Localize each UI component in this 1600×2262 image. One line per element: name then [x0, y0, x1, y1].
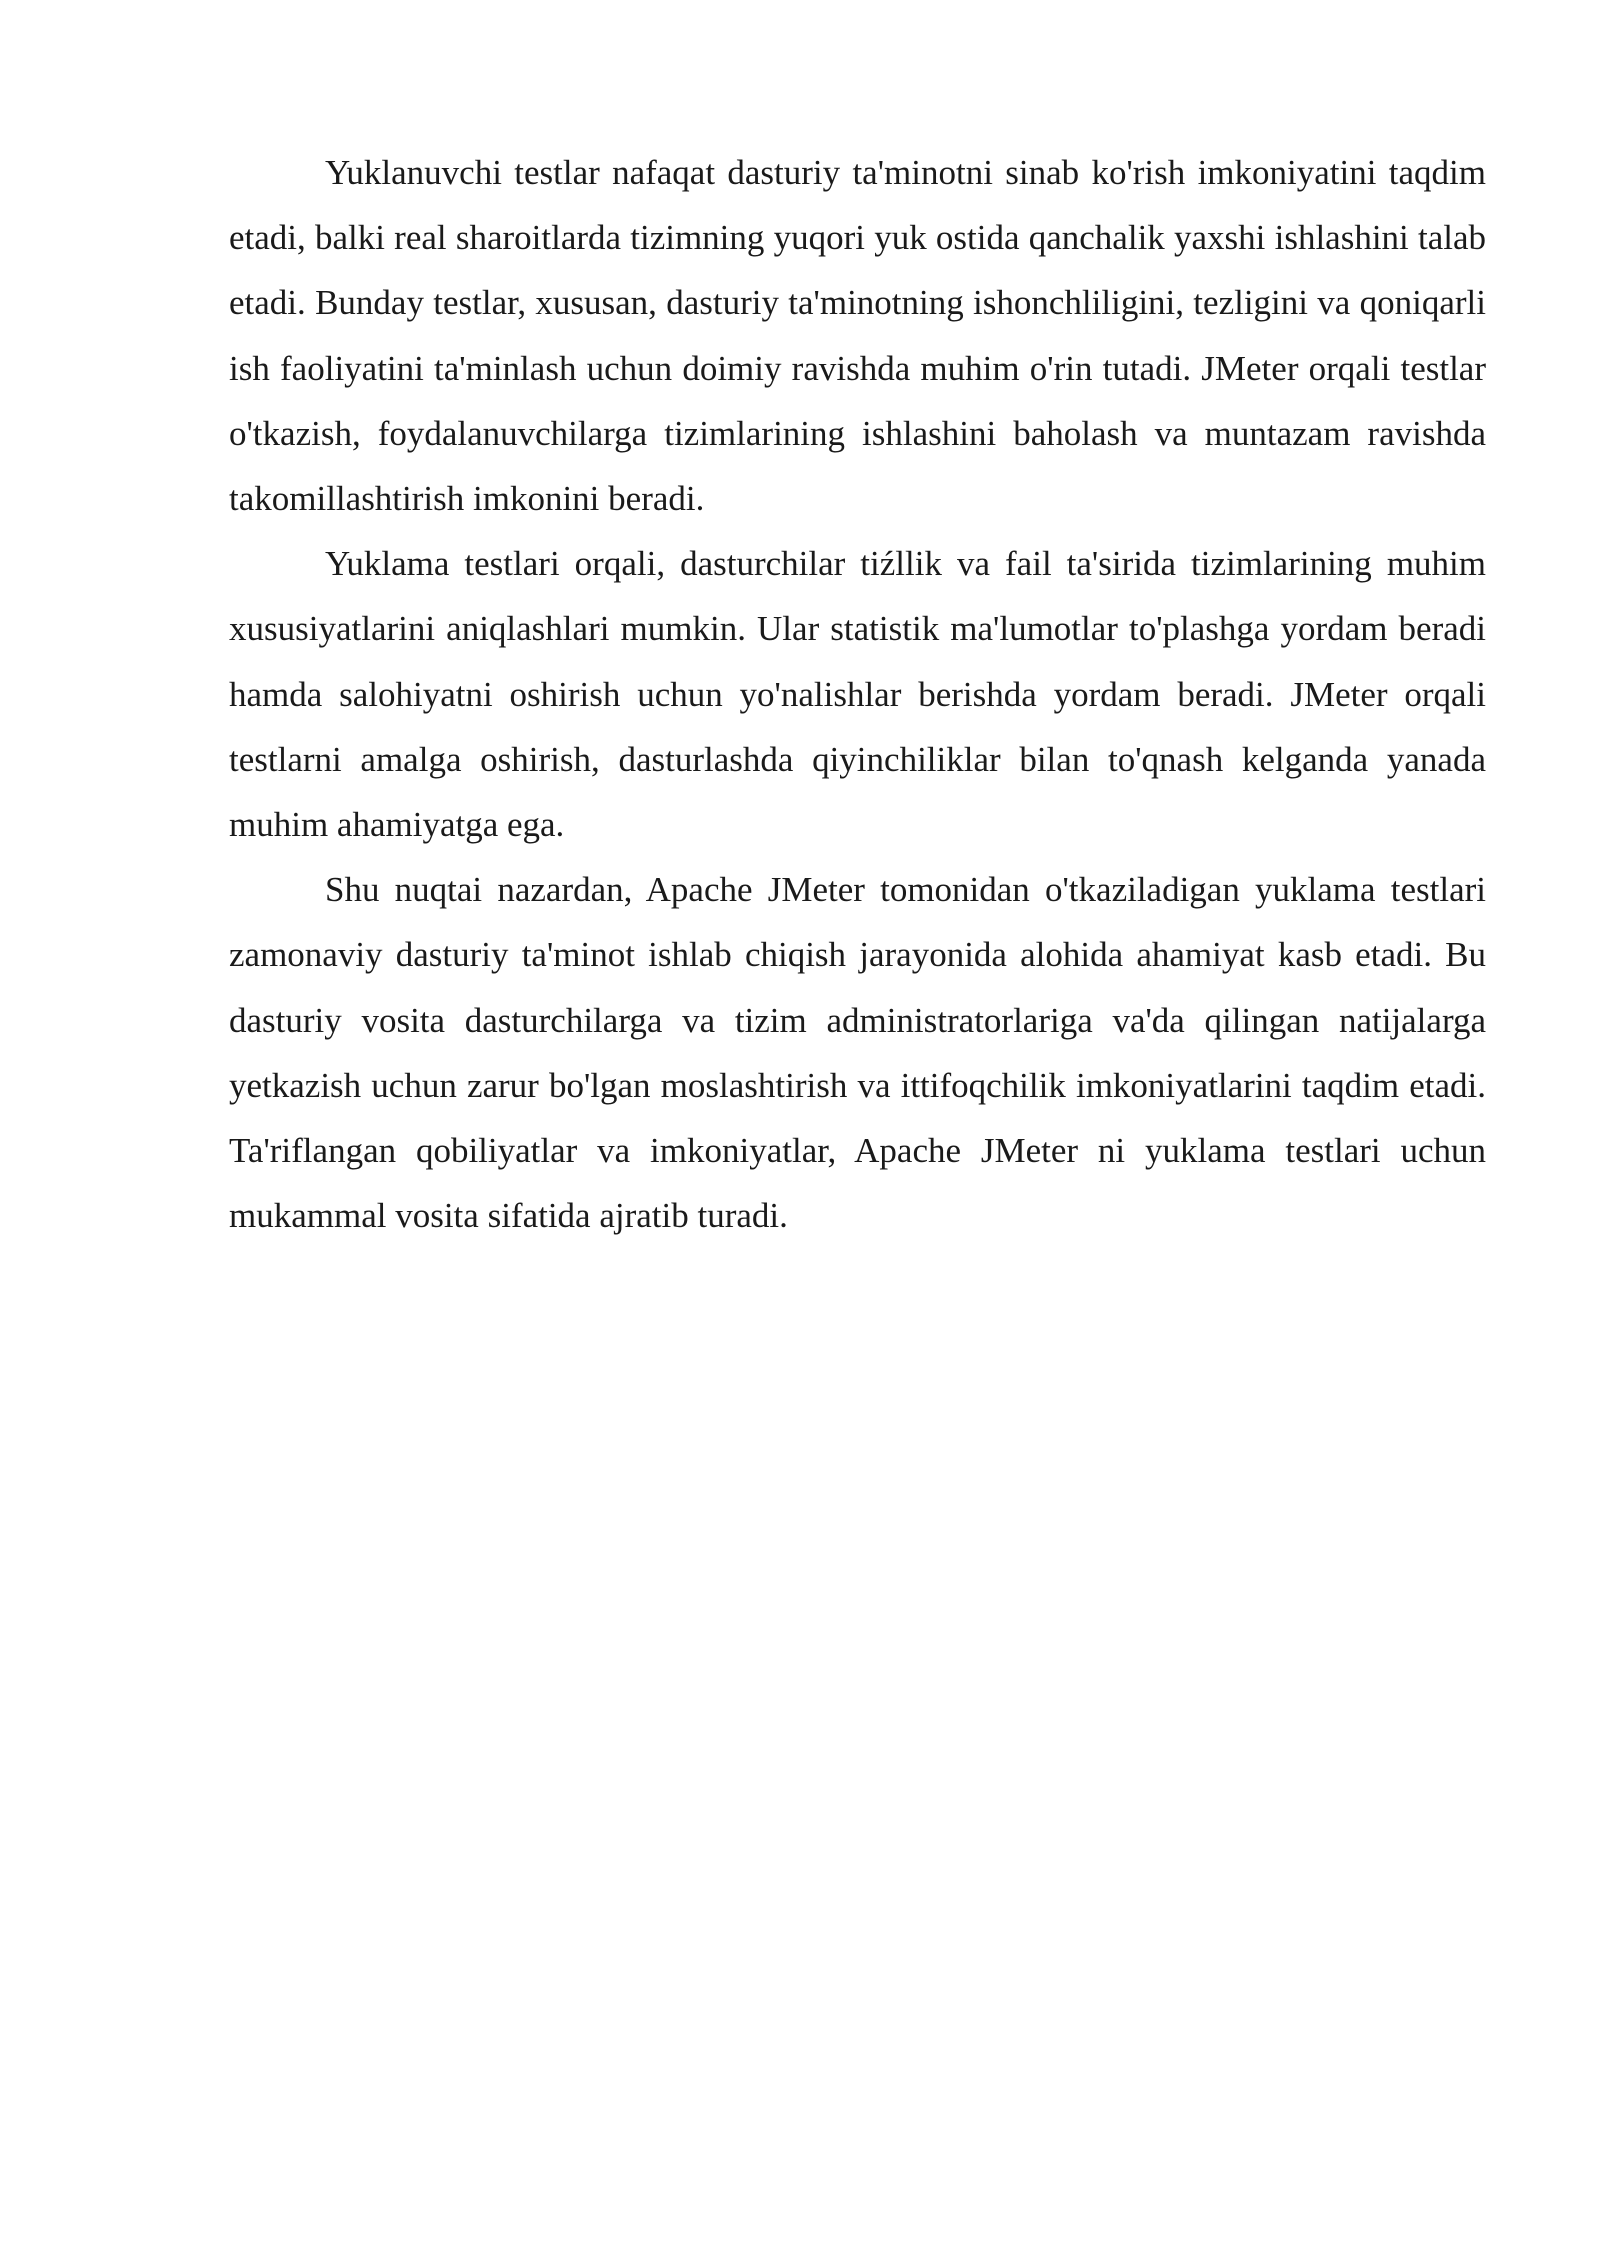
paragraph: Yuklama testlari orqali, dasturchilar tiźllik va fail ta'sirida tizimlarining muhim xususiyatlarini aniqlashlari mumkin. Ular statistik ma'lumotlar to'plashga yordam beradi hamda salohiyatni oshirish uchun yo'nalishlar berishda yordam beradi. JMeter orqali testlarni amalga oshirish, dasturlashda qiyinchiliklar bilan to'qnash kelganda yanada muhim ahamiyatga ega. [229, 544, 1486, 845]
document-body [229, 140, 1486, 1248]
paragraph: Shu nuqtai nazardan, Apache JMeter tomonidan o'tkaziladigan yuklama testlari zamonaviy dasturiy ta'minot ishlab chiqish jarayonida alohida ahamiyat kasb etadi. Bu dasturiy vosita dasturchilarga va tizim administratorlariga va'da qilingan natijalarga yetkazish uchun zarur bo'lgan moslashtirish va ittifoqchilik imkoniyatlarini taqdim etadi. Ta'riflangan qobiliyatlar va imkoniyatlar, Apache JMeter ni yuklama testlari uchun mukammal vosita sifatida ajratib turadi. [229, 870, 1486, 1236]
paragraph: Yuklanuvchi testlar nafaqat dasturiy ta'minotni sinab ko'rish imkoniyatini taqdim etadi, balki real sharoitlarda tizimning yuqori yuk ostida qanchalik yaxshi ishlashini talab etadi. Bunday testlar, xususan, dasturiy ta'minotning ishonchliligini, tezligini va qoniqarli ish faoliyatini ta'minlash uchun doimiy ravishda muhim o'rin tutadi. JMeter orqali testlar o'tkazish, foydalanuvchilarga tizimlarining ishlashini baholash va muntazam ravishda takomillashtirish imkonini beradi. [229, 153, 1486, 519]
